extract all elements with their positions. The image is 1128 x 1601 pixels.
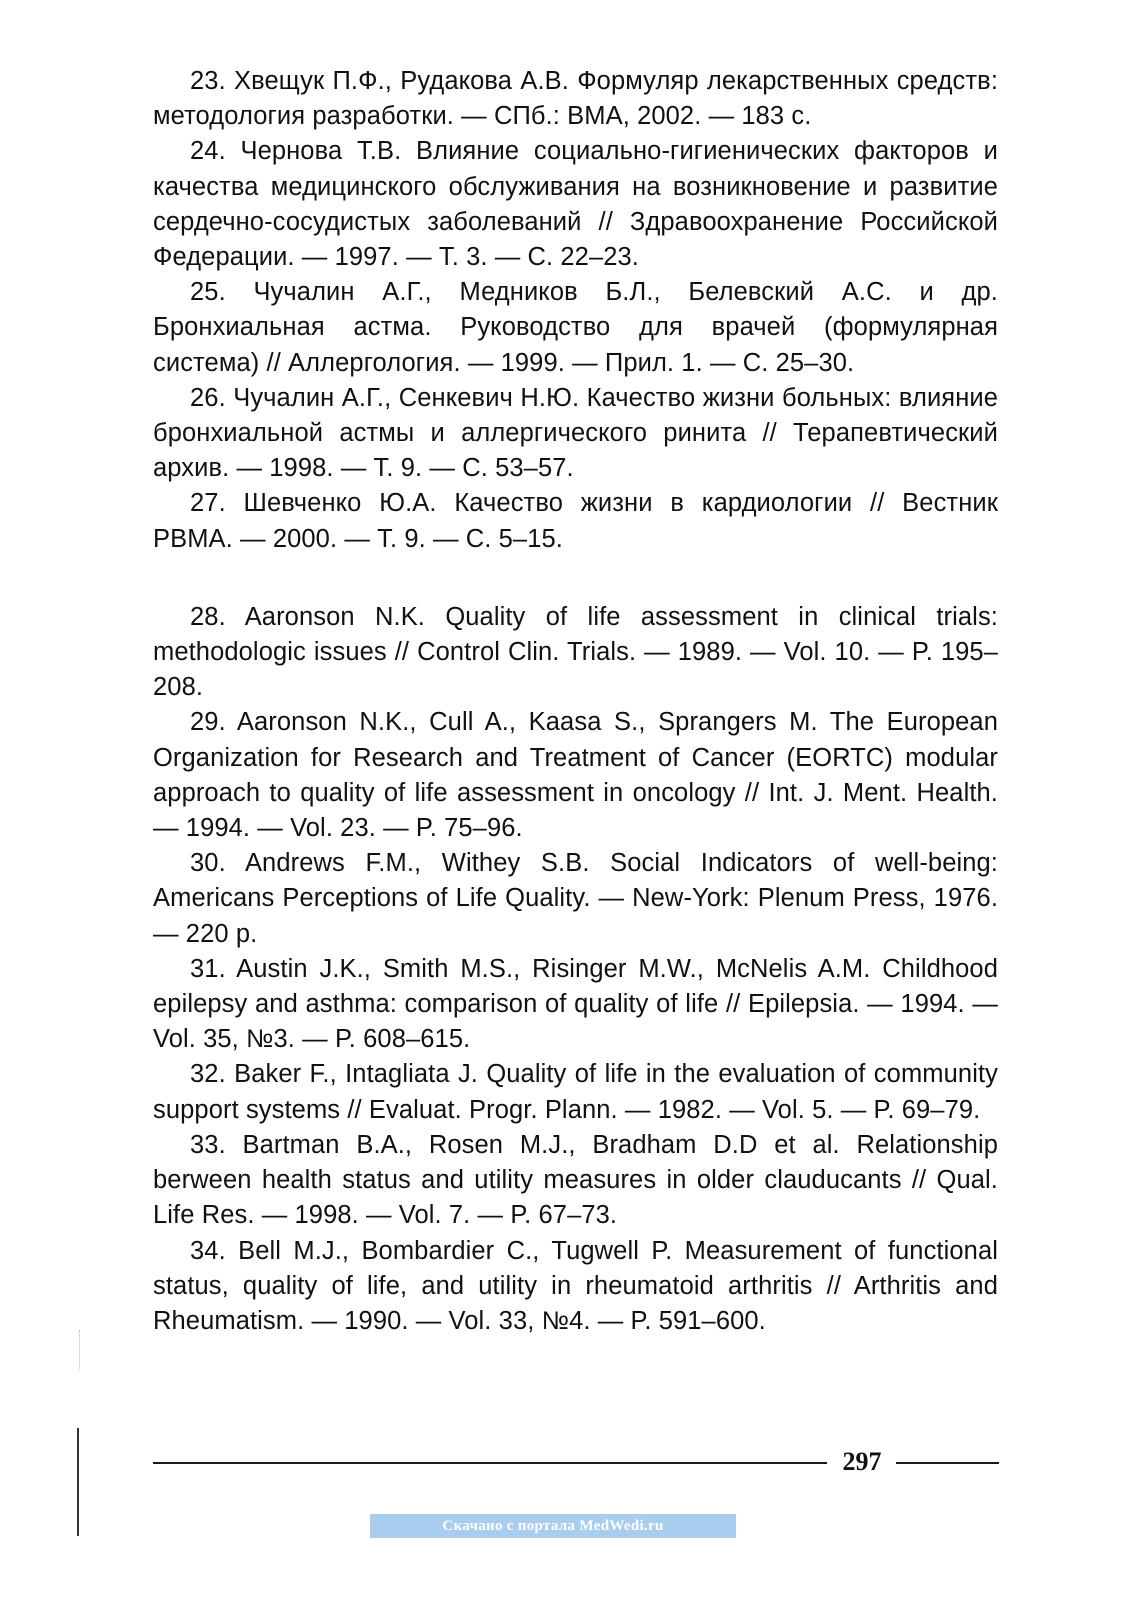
reference-item-26: 26. Чучалин А.Г., Сенкевич Н.Ю. Качество жизни больных: влияние бронхиальной астмы и аллергического ринита // Терапевтический архив. — 1998. — Т. 9. — С. 53–57. bbox=[153, 383, 998, 483]
reference-item-27: 27. Шевченко Ю.А. Качество жизни в кардиологии // Вестник РВМА. — 2000. — Т. 9. — С. 5–15. bbox=[153, 489, 998, 553]
reference-item-29: 29. Aaronson N.K., Cull A., Kaasa S., Sprangers M. The European Organization for Research and Treatment of Cancer (EORTC) modular approach to quality of life assessment in oncology // Int. J. Ment. Health. — 1994. — Vol. 23. — P. 75–96. bbox=[153, 708, 998, 843]
scan-margin-mark bbox=[77, 1428, 79, 1536]
footer-rule-right bbox=[896, 1462, 999, 1464]
section-gap bbox=[153, 557, 998, 600]
reference-item-28: 28. Aaronson N.K. Quality of life assessment in clinical trials: methodologic issues // Control Clin. Trials. — 1989. — Vol. 10. — P. 195–208. bbox=[153, 602, 998, 702]
page-number: 297 bbox=[842, 1447, 882, 1476]
reference-item-31: 31. Austin J.K., Smith M.S., Risinger M.W., McNelis A.M. Childhood epilepsy and asthma: comparison of quality of life // Epilepsia. — 1994. — Vol. 35, №3. — P. 608–615. bbox=[153, 954, 998, 1054]
reference-item-30: 30. Andrews F.M., Withey S.B. Social Indicators of well-being: Americans Perceptions of Life Quality. — New-York: Plenum Press, 1976. — 220 p. bbox=[153, 849, 998, 948]
reference-item-34: 34. Bell M.J., Bombardier C., Tugwell P. Measurement of functional status, quality of life, and utility in rheumatoid arthritis // Arthritis and Rheumatism. — 1990. — Vol. 33, №4. — P. 591–600. bbox=[153, 1236, 998, 1335]
reference-item-33: 33. Bartman B.A., Rosen M.J., Bradham D.D et al. Relationship berween health status and utility measures in older clauducants // Qual. Life Res. — 1998. — Vol. 7. — P. 67–73. bbox=[153, 1130, 998, 1230]
footer-rule-left bbox=[153, 1462, 827, 1464]
reference-item-32: 32. Baker F., Intagliata J. Quality of life in the evaluation of community support systems // Evaluat. Progr. Plann. — 1982. — Vol. 5. — P. 69–79. bbox=[153, 1060, 998, 1124]
scan-margin-dots bbox=[79, 1330, 81, 1370]
watermark-banner: Скачано с портала MedWedi.ru bbox=[370, 1514, 736, 1538]
reference-item-24: 24. Чернова Т.В. Влияние социально-гигиенических факторов и качества медицинского обслуживания на возникновение и развитие сердечно-сосудистых заболеваний // Здравоохранение Российской Федерации. — 1997. — Т. 3. — С. 22–23. bbox=[153, 137, 998, 272]
reference-list bbox=[153, 64, 998, 1339]
reference-item-25: 25. Чучалин А.Г., Медников Б.Л., Белевский А.С. и др. Бронхиальная астма. Руководство для врачей (формулярная система) // Аллергология. — 1999. — Прил. 1. — С. 25–30. bbox=[153, 278, 998, 377]
reference-item-23: 23. Хвещук П.Ф., Рудакова А.В. Формуляр лекарственных средств: методология разработки. — СПб.: ВМА, 2002. — 183 с. bbox=[153, 67, 998, 131]
